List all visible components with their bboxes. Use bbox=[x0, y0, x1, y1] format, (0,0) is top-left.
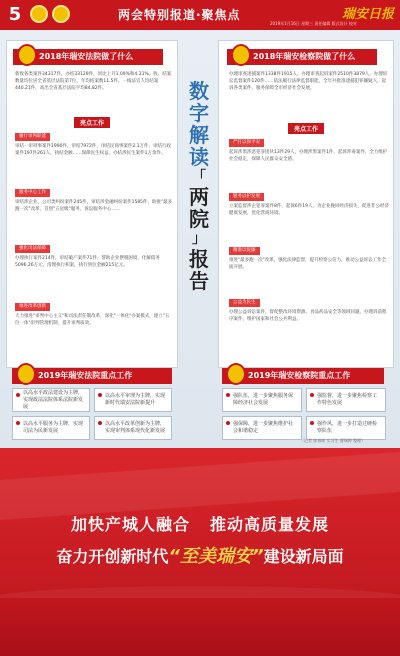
procuratorate-title: 2018年瑞安检察院做了什么 bbox=[253, 52, 356, 61]
feature-title-char: 「 bbox=[192, 169, 206, 185]
procuratorate-work-title: 2019年瑞安检察院重点工作 bbox=[248, 371, 351, 380]
feature-title-char: 读 bbox=[189, 145, 209, 169]
court-work-title: 2019年瑞安法院重点工作 bbox=[38, 371, 133, 380]
court-title: 2018年瑞安法院做了什么 bbox=[39, 52, 134, 61]
court-section-tag: 强化司法保障 bbox=[15, 245, 50, 253]
national-emblem-icon bbox=[30, 5, 48, 23]
slogan-part: 奋力开创新时代 bbox=[56, 547, 169, 566]
procuratorate-section-text: 推进"最多跑一次"改革，强化法律监督，提升检察公信力，推动公益诉讼工作全面开展。 bbox=[229, 258, 387, 270]
procuratorate-work-item: 强作风，进一步打造过硬检察队伍 bbox=[306, 416, 386, 440]
court-panel bbox=[6, 40, 178, 368]
procuratorate-work-item: 强监督，进一步聚焦检察工作特色发展 bbox=[306, 388, 386, 412]
court-work-item: 以高水平政法建设为主牌，实现政法法院体系法院新发展 bbox=[12, 388, 90, 412]
procuratorate-work-item: 强队伍，进一步聚焦服务保障经济社会发展 bbox=[222, 388, 302, 412]
page-header bbox=[0, 0, 400, 30]
feature-title-char: 院 bbox=[189, 207, 209, 231]
procuratorate-work-item: 强保障，进一步聚焦维护社会和谐稳定 bbox=[222, 416, 302, 440]
court-section-text: 大力推进"审判中心主义"和司法责任制改革，深化"一体化"办案模式，建立"五位一体"审判管理机制，提升审判质效。 bbox=[15, 314, 170, 326]
newspaper-brand: 瑞安日报 bbox=[341, 7, 394, 22]
feature-title-char: 数 bbox=[189, 79, 209, 103]
procuratorate-emblem-icon bbox=[226, 363, 246, 385]
slogan-line-2 bbox=[0, 542, 400, 568]
court-emblem-icon bbox=[17, 44, 37, 66]
section-title: 两会特别报道·聚焦点 bbox=[118, 8, 241, 22]
slogan-line-1 bbox=[0, 512, 400, 535]
court-section-text: 办理执行案件214件，审结破产案件71件，帮助企业摆脱困境，化解债务5096.26万元，清理执行积案，执行到位金额215亿元。 bbox=[15, 256, 160, 268]
court-title-bar bbox=[13, 49, 163, 65]
court-intro: 新收各类案件34317件，办结33129件，同比上升1.09%和4.21%。收、结案数量均位居全省基层法院第7位，年均结案数11.5件。一线法官人均结案440.21件，高出全省基层法院平均84.82件。 bbox=[15, 72, 172, 91]
procuratorate-panel bbox=[218, 40, 394, 368]
report-body bbox=[0, 30, 400, 448]
slogan-part: 推动高质量发展 bbox=[210, 515, 330, 534]
feature-title-char: 报 bbox=[189, 247, 209, 271]
procuratorate-work-title-bar bbox=[222, 368, 384, 384]
editor-credit: （记者 陈春晖 实习生 曹瑞婷 整理） bbox=[300, 438, 366, 443]
feature-title-char: 两 bbox=[189, 185, 209, 209]
procuratorate-section-text: 立案监督涉企犯罪案件8件，起诉6件19人，为企业挽回经济损失，促进非公经济健康发展，优化营商环境。 bbox=[229, 204, 389, 216]
feature-vertical-title bbox=[184, 80, 214, 370]
court-section-tag: 履行审判职能 bbox=[15, 133, 50, 141]
court-work-title-bar bbox=[12, 368, 172, 384]
court-highlights-label: 亮点工作 bbox=[74, 117, 110, 128]
page-number: 5 bbox=[8, 4, 22, 25]
feature-title-char: 告 bbox=[189, 269, 209, 293]
feature-title-char: 解 bbox=[189, 123, 209, 147]
procuratorate-section-text: 起诉涉黑涉恶犯罪团伙13件29人，办理涉黑案件1件，起诉涉毒案件，全力维护社会稳定，保障人民群众安全感。 bbox=[229, 150, 388, 162]
procuratorate-highlights-label: 亮点工作 bbox=[288, 123, 324, 134]
issue-meta: 2019年1月16日 星期三 责任编辑 版式设计 校对 bbox=[270, 21, 357, 26]
court-work-item: 以高水平服务为主牌，实现司法为民新发展 bbox=[12, 416, 90, 440]
procuratorate-section-tag: 严打以保平安 bbox=[229, 139, 264, 147]
procuratorate-section-tag: 精准以促廉 bbox=[229, 247, 260, 255]
slogan-part: 建设新局面 bbox=[263, 547, 344, 566]
court-work-item: 以高水平改革创新为主牌，实现审判体系现代化新发展 bbox=[94, 416, 172, 440]
party-emblem-icon bbox=[52, 5, 70, 23]
procuratorate-section-text: 办理公益诉讼案件，督促整改环境资源、食品药品安全等领域问题，办理诉前程序案件，维护国家和社会公共利益。 bbox=[229, 310, 387, 322]
banner-stripe bbox=[0, 598, 400, 656]
court-section-tag: 推进改革创新 bbox=[15, 303, 50, 311]
court-section-tag: 服务中心工作 bbox=[15, 189, 50, 197]
court-section-text: 审结涉企业、公司类纠纷案件245件，审结涉金融纠纷案件1585件，助推"最多跑一次"改革，首创"五星级"服务，诉讼服务中心…… bbox=[15, 200, 173, 212]
feature-title-char: 字 bbox=[189, 101, 209, 125]
slogan-highlight: “至美瑞安” bbox=[168, 546, 264, 567]
feature-title-char: 」 bbox=[192, 231, 206, 247]
procuratorate-emblem-icon bbox=[231, 44, 251, 66]
procuratorate-section-tag: 服务以护发展 bbox=[229, 193, 264, 201]
slogan-part: 加快产城人融合 bbox=[70, 515, 190, 534]
procuratorate-section-tag: 公益为民生 bbox=[229, 299, 260, 307]
procuratorate-title-bar bbox=[227, 49, 377, 65]
court-emblem-icon bbox=[16, 363, 36, 385]
slogan-banner bbox=[0, 448, 400, 656]
procuratorate-intro: 办理审查逮捕案件1338件1915人，办理审查起诉案件2510件3879人，办理诉讼监督案件120件……依法履行法律监督职能，全年共批准逮捕犯罪嫌疑人，起诉各类案件，服务保障全市经济社会发展。 bbox=[229, 72, 388, 91]
court-work-item: 以高水平审理为主牌，实现新时代瑞安法院新提升 bbox=[94, 388, 172, 412]
court-section-text: 审结一审刑事案件1990件，审结7972件，审结民商事案件2.1万件，审结行政案件197件261人，执结金额……保障民生权益、办结涉民生案件1万余件。 bbox=[15, 144, 172, 156]
